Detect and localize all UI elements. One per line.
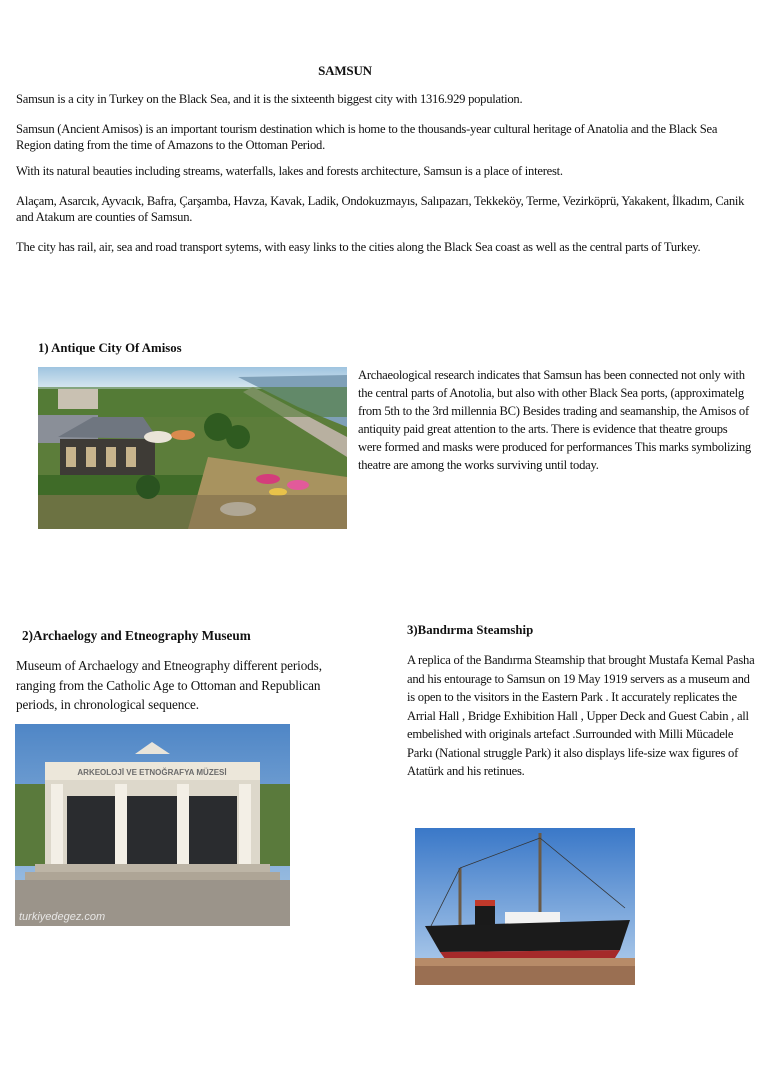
amisos-description: Archaeological research indicates that Samsun has been connected not only with the central parts of Anotolia, but also with other Black Sea ports, (approximatelg from 5th to the 3rd millennia BC) Besides trading and seamanship, the Amisos of antiquity paid great attention to the arts. There is evidence that theatre groups were formed and masks were produced for performances This marks symbolizing theatre are among the works surviving until today.: [358, 368, 751, 472]
page-title: SAMSUN: [318, 63, 372, 78]
museum-watermark: turkiyedegez.com: [19, 911, 106, 923]
intro-paragraph-5: The city has rail, air, sea and road transport sytems, with easy links to the cities along the Black Sea coast as well as the central parts of Turkey.: [16, 240, 701, 254]
amisos-photo: [38, 367, 347, 529]
section-heading-bandirma: 3)Bandırma Steamship: [407, 623, 534, 637]
intro-paragraph-1: Samsun is a city in Turkey on the Black Sea, and it is the sixteenth biggest city with 1316.929 population.: [16, 92, 523, 106]
section-heading-museum: 2)Archaelogy and Etneography Museum: [22, 628, 251, 643]
bandirma-description: A replica of the Bandırma Steamship that brought Mustafa Kemal Pasha and his entourage to Samsun on 19 May 1919 servers as a museum and is open to the visitors in the Eastern Park . It accurately replicates the Arrial Hall , Bridge Exhibition Hall , Upper Deck and Guest Cabin , all embelished with originals artefact .Surrounded with Milli Mücadele Parkı (National struggle Park) it also displays life-size wax figures of Atatürk and his retinues.: [407, 653, 755, 778]
intro-paragraph-3: With its natural beauties including streams, waterfalls, lakes and forests architecture, Samsun is a place of interest.: [16, 164, 563, 178]
museum-description: Museum of Archaelogy and Etneography different periods, ranging from the Catholic Age to Ottoman and Republican periods, in chronological sequence.: [16, 658, 322, 712]
museum-photo: [15, 724, 290, 926]
section-heading-amisos: 1) Antique City Of Amisos: [38, 341, 182, 355]
intro-paragraph-4: Alaçam, Asarcık, Ayvacık, Bafra, Çarşamba, Havza, Kavak, Ladik, Ondokuzmayıs, Salıpazarı, Tekkeköy, Terme, Vezirköprü, Yakakent, İlkadım, Canik and Atakum are counties of Samsun.: [16, 194, 745, 224]
bandirma-photo: [415, 828, 635, 985]
museum-sign: ARKEOLOJİ VE ETNOĞRAFYA MÜZESİ: [77, 768, 227, 777]
intro-paragraph-2: Samsun (Ancient Amisos) is an important tourism destination which is home to the thousands-year cultural heritage of Anatolia and the Black Sea Region dating from the time of Amazons to the Ottoman Period.: [16, 122, 718, 152]
